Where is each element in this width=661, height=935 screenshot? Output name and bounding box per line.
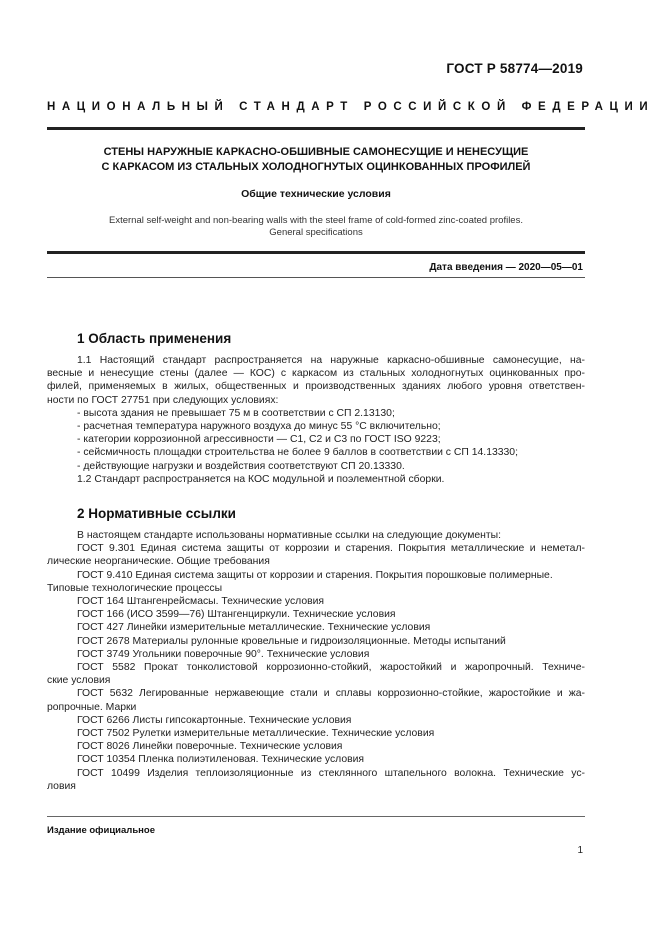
reference-line: ГОСТ 427 Линейки измерительные металлические. Технические условия bbox=[77, 622, 431, 634]
text-line: В настоящем стандарте использованы нормативные ссылки на следующие документы: bbox=[77, 530, 501, 541]
section-1-heading: 1 Область применения bbox=[77, 331, 232, 346]
date-rule bbox=[47, 277, 585, 278]
section-2-heading: 2 Нормативные ссылки bbox=[77, 506, 236, 521]
reference-line: ГОСТ 5582 Прокат тонколистовой коррозионно-стойкий, жаростойкий и жаропрочный. Техниче- bbox=[77, 662, 585, 674]
reference-line: лические неорганические. Общие требования bbox=[47, 556, 270, 568]
page-number: 1 bbox=[577, 845, 583, 856]
edition-label: Издание официальное bbox=[47, 825, 155, 836]
document-code: ГОСТ Р 58774—2019 bbox=[446, 61, 583, 76]
reference-line: ские условия bbox=[47, 675, 111, 687]
national-standard-heading: НАЦИОНАЛЬНЫЙ СТАНДАРТ РОССИЙСКОЙ ФЕДЕРАЦИИ bbox=[47, 101, 655, 113]
list-item: - категории коррозионной агрессивности — С1, С2 и С3 по ГОСТ ISO 9223; bbox=[77, 434, 441, 446]
reference-line: ГОСТ 10354 Пленка полиэтиленовая. Технические условия bbox=[77, 754, 365, 766]
title-en-line-2: General specifications bbox=[269, 227, 363, 238]
text-line: 1.2 Стандарт распространяется на КОС модульной и поэлементной сборки. bbox=[77, 473, 445, 485]
reference-line: ловия bbox=[47, 780, 76, 792]
reference-line: ГОСТ 164 Штангенрейсмасы. Технические условия bbox=[77, 596, 325, 608]
title-rule bbox=[47, 251, 585, 254]
text-line: весные и ненесущие стены (далее — КОС) с каркасом из стальных холодногнутых оцинкованных про- bbox=[47, 368, 585, 380]
reference-line: ГОСТ 6266 Листы гипсокартонные. Технические условия bbox=[77, 714, 352, 726]
title-ru-line-2: С КАРКАСОМ ИЗ СТАЛЬНЫХ ХОЛОДНОГНУТЫХ ОЦИНКОВАННЫХ ПРОФИЛЕЙ bbox=[101, 160, 531, 173]
reference-line: ГОСТ 166 (ИСО 3599—76) Штангенциркули. Технические условия bbox=[77, 609, 396, 621]
reference-line: ГОСТ 3749 Угольники поверочные 90°. Технические условия bbox=[77, 648, 370, 660]
introduction-date: Дата введения — 2020—05—01 bbox=[429, 262, 583, 273]
reference-line: Типовые технологические процессы bbox=[47, 582, 223, 594]
title-ru-subtitle: Общие технические условия bbox=[241, 188, 391, 200]
section-1-body bbox=[47, 354, 585, 486]
list-item: - высота здания не превышает 75 м в соответствии с СП 2.13130; bbox=[77, 407, 395, 419]
list-item: - действующие нагрузки и воздействия соответствуют СП 20.13330. bbox=[77, 460, 405, 472]
reference-line: ГОСТ 5632 Легированные нержавеющие стали и сплавы коррозионно-стойкие, жаростойкие и жа- bbox=[77, 688, 585, 700]
text-line: филей, применяемых в жилых, общественных и производственных зданиях любого уровня ответствен- bbox=[47, 381, 585, 393]
text-line: ности по ГОСТ 27751 при следующих условиях: bbox=[47, 394, 279, 406]
list-item: - сейсмичность площадки строительства не более 9 баллов в соответствии с СП 14.13330; bbox=[77, 447, 518, 459]
reference-line: ропрочные. Марки bbox=[47, 701, 137, 713]
reference-line: ГОСТ 8026 Линейки поверочные. Технические условия bbox=[77, 741, 343, 753]
header-rule bbox=[47, 127, 585, 130]
list-item: - расчетная температура наружного воздуха до минус 55 °С включительно; bbox=[77, 421, 441, 433]
title-block bbox=[47, 145, 585, 239]
reference-line: ГОСТ 9.410 Единая система защиты от коррозии и старения. Покрытия порошковые полимерные. bbox=[77, 569, 553, 581]
reference-line: ГОСТ 2678 Материалы рулонные кровельные и гидроизоляционные. Методы испытаний bbox=[77, 635, 506, 647]
section-2-body bbox=[47, 529, 585, 793]
reference-line: ГОСТ 7502 Рулетки измерительные металлические. Технические условия bbox=[77, 728, 435, 740]
title-ru-line-1: СТЕНЫ НАРУЖНЫЕ КАРКАСНО-ОБШИВНЫЕ САМОНЕСУЩИЕ И НЕНЕСУЩИЕ bbox=[103, 146, 529, 158]
footer-rule bbox=[47, 816, 585, 817]
reference-line: ГОСТ 9.301 Единая система защиты от коррозии и старения. Покрытия металлические и неметал- bbox=[77, 543, 585, 555]
reference-line: ГОСТ 10499 Изделия теплоизоляционные из стеклянного штапельного волокна. Технические ус- bbox=[77, 767, 585, 779]
text-line: 1.1 Настоящий стандарт распространяется на наружные каркасно-обшивные самонесущие, на- bbox=[77, 355, 585, 366]
title-en-line-1: External self-weight and non-bearing walls with the steel frame of cold-formed zinc-coated profiles. bbox=[109, 215, 523, 226]
